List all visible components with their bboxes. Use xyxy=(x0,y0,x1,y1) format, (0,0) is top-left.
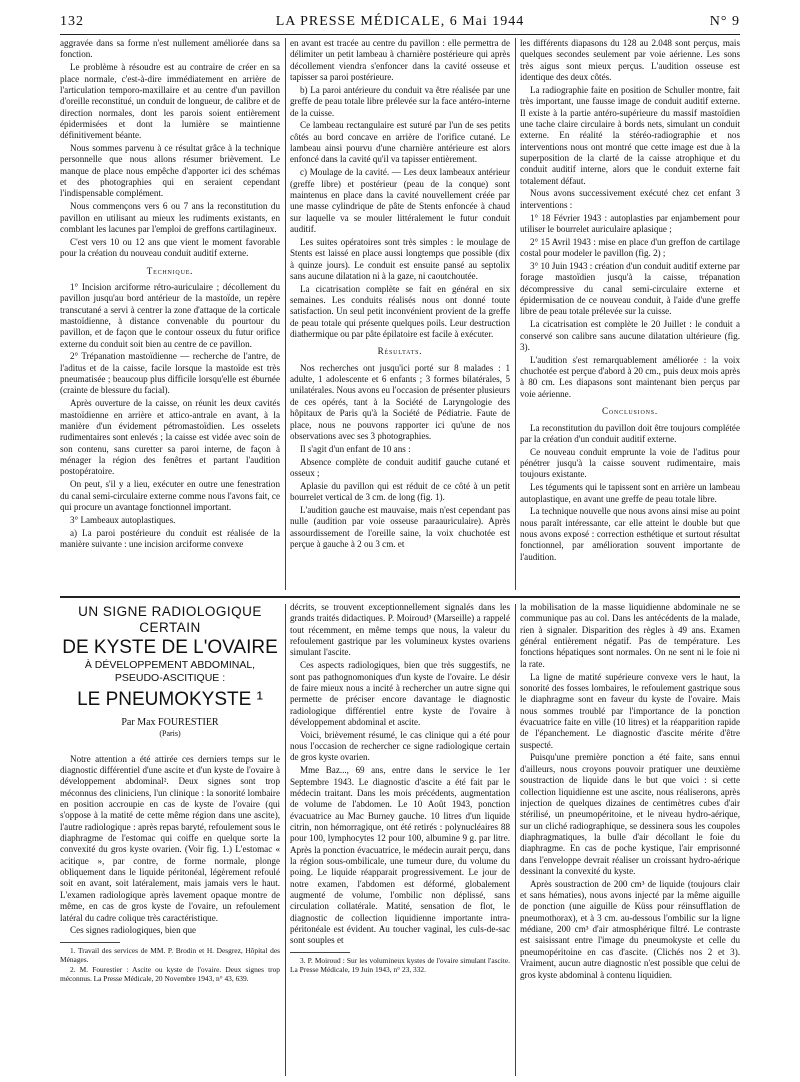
paragraph: Il s'agit d'un enfant de 10 ans : xyxy=(300,443,411,454)
paragraph: 1° Incision arciforme rétro-auriculaire ; décollement du pavillon jusqu'au bord antérieur de la mastoïde, un repère transcutané a servi à centrer la zone d'attaque de la corticale mastoïdienne, à distance convenable du pourtour du pavillon, et de façon que le contour osseux du futur orifice externe du conduit soit bien au centre de ce pavillon. xyxy=(60,281,280,349)
column-divider xyxy=(285,38,286,590)
paragraph: 3° Lambeaux autoplastiques. xyxy=(70,514,176,525)
section-heading: Conclusions. xyxy=(602,406,658,417)
paragraph: Puisqu'une première ponction a été faite, sans ennui d'ailleurs, nous croyons pouvoir pratiquer une deuxième soustraction de liquide dans le but que voici : si cette collection liquidienne est une ascite, nous réaliserons, après injection de quelques dizaines de centimètres cubes d'air stérilisé, un pneumopéritoine, et le niveau hydro-aérique, sur un cliché radiographique, se dessinera sous les coupoles diaphragmatiques, la bulle d'air décollant le foie du diaphragme. En cas de poche kystique, l'air emprisonné dans l'enveloppe devrait réaliser un croissant hydro-aérique dessinant la convexité du kyste. xyxy=(520,752,740,876)
paragraph: Ce lambeau rectangulaire est suturé par l'un de ses petits côtés au bord concave en arrière de l'orifice cutané. Le lambeau ainsi pourvu d'une charnière antérieure est alors enfoncé dans la cavité qu'il va tapisser entièrement. xyxy=(290,120,510,165)
footnote: 1. Travail des services de MM. P. Brodin et H. Desgrez, Hôpital des Ménages. xyxy=(60,945,280,964)
article-footnotes-2 xyxy=(290,956,510,974)
paragraph: Nous commençons vers 6 ou 7 ans la reconstitution du pavillon en utilisant au mieux les rudiments existants, en comblant les lacunes par l'emploi de greffons cartilagineux. xyxy=(60,201,280,234)
article-footnotes-1 xyxy=(60,946,280,984)
article-title-line-4: PSEUDO-ASCITIQUE : xyxy=(114,672,226,684)
column-divider xyxy=(515,604,516,1076)
paragraph: en avant est tracée au centre du pavillon : elle permettra de délimiter un petit lambeau à charnière postérieure qui après décollement viendra s'enfoncer dans la cavité osseuse et tapisser sa paroi postérieure. xyxy=(290,38,510,83)
paragraph: Absence complète de conduit auditif gauche cutané et osseux ; xyxy=(290,456,510,478)
footnote-rule xyxy=(290,952,350,953)
article-title-line-2: DE KYSTE DE L'OVAIRE xyxy=(62,637,278,658)
paragraph: c) Moulage de la cavité. — Les deux lambeaux antérieur (greffe libre) et postérieur (peau de la conque) sont maintenus en place dans la cavité nouvellement créée par une masse cylindrique de pâte de Stents enfoncée à chaud sur laquelle va se mouler littéralement le futur conduit auditif. xyxy=(290,167,510,234)
paragraph: Après ouverture de la caisse, on réunit les deux cavités mastoïdienne en arrière et attico-antrale en avant, à la manière d'un évidement pétromastoïdien. Les osselets rudimentaires sont enlevés ; la caisse est vidée avec soin de son contenu, sans curetter sa paroi interne, de façon à ménager la région des fenêtres et partant l'audition postopératoire. xyxy=(60,398,280,477)
section-heading: Résultats. xyxy=(377,346,423,357)
paragraph: Après soustraction de 200 cm³ de liquide (toujours clair et sans hématies), nous avons injecté par la même aiguille de ponction (une aiguille de Küss pour réinsufflation de pneumothorax), et à 3 cm. au-dessous l'ombilic sur la ligne médiane, 200 cm³ d'air atmosphérique filtré. Le contraste est saisissant entre l'image du pneumokyste et celle du pneumopéritoine en cas d'ascite. (Clichés nos 2 et 3). Vraiment, aucun autre diagnostic n'est possible que celui de gros kyste abdominal à contenu liquidien. xyxy=(520,878,740,980)
article-author: Par Max FOURESTIER xyxy=(121,717,219,728)
paragraph: aggravée dans sa forme n'est nullement améliorée dans sa fonction. xyxy=(60,38,280,60)
top-column-1 xyxy=(60,38,280,590)
paragraph: Nos recherches ont jusqu'ici porté sur 8 malades : 1 adulte, 1 adolescente et 6 enfants ; 3 formes bilatérales, 5 unilatérales. Nous avons eu l'occasion de présenter plusieurs de ces opérés, tant à la Société de Laryngologie des hôpitaux de Paris qu'à la Société de Pédiatrie. Faute de place, nous ne pouvons rapporter ici qu'une de nos observations avec ses 3 photographies. xyxy=(290,362,510,441)
paragraph: Ce nouveau conduit emprunte la voie de l'aditus pour pénétrer jusqu'à la caisse souvent rudimentaire, mais toujours existante. xyxy=(520,446,740,480)
section-rule xyxy=(60,596,740,598)
paragraph: la mobilisation de la masse liquidienne abdominale ne se communique pas au col. Dans les antécédents de la malade, rien à signaler. Disparition des règles à 49 ans. Examen général entièrement négatif. Pas de température. Les fonctions hépatiques sont normales. On ne sent ni le foie ni la rate. xyxy=(520,602,740,669)
paragraph: On peut, s'il y a lieu, exécuter en outre une fenestration du canal semi-circulaire externe comme nous l'avons fait, ce qui procure un avantage fonctionnel important. xyxy=(60,479,280,512)
running-header xyxy=(60,14,740,34)
top-column-2 xyxy=(290,38,510,590)
paragraph: La cicatrisation est complète le 20 Juillet : le conduit a conservé son calibre sans aucune dilatation ultérieure (fig. 3). xyxy=(520,319,740,352)
paragraph: L'audition s'est remarquablement améliorée : la voix chuchotée est perçue d'abord à 20 cm., puis deux mois après à 80 cm. Les diapasons sont maintenant bien perçus par voie aérienne. xyxy=(520,354,740,399)
paragraph: Mme Baz..., 69 ans, entre dans le service le 1er Septembre 1943. Le diagnostic d'ascite a été fait par le médecin traitant. Dans les mois précédents, augmentation de volume de l'abdomen. Le 10 Août 1943, ponction évacuatrice au Mac Burney gauche. 10 litres d'un liquide citrin, non hémorragique, ont été retirés : polynucléaires 88 pour 100, lymphocytes 12 pour 100, albumine 9 g. par litre. Après la ponction évacuatrice, le médecin aurait perçu, dans la région sous-ombilicale, une tumeur dure, du volume du poing. Le liquide réapparait progressivement. Le jour de notre examen, l'abdomen est déformé, globalement augmenté de volume, l'ombilic non déplissé, sans circulation collatérale. Matité, sensation de flot, le diagnostic de collection liquidienne importante intra-péritonéale est évident. Au toucher vaginal, les culs-de-sac sont souples et xyxy=(290,765,510,946)
paragraph: a) La paroi postérieure du conduit est réalisée de la manière suivante : une incision arciforme convexe xyxy=(60,527,280,549)
paragraph: Le problème à résoudre est au contraire de créer en sa place normale, c'est-à-dire immédiatement en arrière de l'articulation temporo-maxillaire et au centre d'un pavillon d'oreille reconstitué, un conduit de longueur, de calibre et de direction normales, dont les parois soient entièrement épidermisées et dont la lumière se maintienne définitivement béante. xyxy=(60,62,280,141)
paragraph: 2° 15 Avril 1943 : mise en place d'un greffon de cartilage costal pour modeler le pavillon (fig. 2) ; xyxy=(520,236,740,259)
paragraph: Ces signes radiologiques, bien que xyxy=(70,925,197,936)
paragraph: La radiographie faite en position de Schuller montre, fait très important, une fausse image de conduit auditif externe. Il existe à la partie antéro-supérieure du massif mastoïdien une tache claire circulaire à bords nets, simulant un conduit externe. En réalité la stéréo-radiographie et nos interventions nous ont montré que cette image est due à la superposition de la clarté de la caisse atrophique et du conduit auditif interne, alors que le conduit externe fait totalement défaut. xyxy=(520,84,740,186)
paragraph: 3° 10 Juin 1943 : création d'un conduit auditif externe par forage mastoïdien jusqu'à la caisse, trépanation décompressive du canal semi-circulaire externe et épidermisation de ce nouveau conduit, à l'aide d'une greffe libre de peau totale prélevée sur la cuisse. xyxy=(520,261,740,317)
paragraph: L'audition gauche est mauvaise, mais n'est cependant pas nulle (audition par voie osseuse paraauriculaire). Après assourdissement de l'oreille saine, la voix chuchotée est perçue à gauche à 2 ou 3 cm. et xyxy=(290,504,510,549)
article-affiliation: (Paris) xyxy=(159,729,181,739)
paragraph: C'est vers 10 ou 12 ans que vient le moment favorable pour la création du nouveau conduit auditif externe. xyxy=(60,236,280,259)
page-number: 132 xyxy=(60,14,84,29)
paragraph: 1° 18 Février 1943 : autoplasties par enjambement pour utiliser le bourrelet auriculaire aplasique ; xyxy=(520,212,740,234)
article-body-2 xyxy=(290,602,510,947)
paragraph: Les suites opératoires sont très simples : le moulage de Stents est laissé en place aussi longtemps que possible (dix à quinze jours). Le conduit est ensuite pansé au septolix sans aucune dilatation ni à la gaze, ni caoutchoutée. xyxy=(290,236,510,281)
paragraph: décrits, se trouvent exceptionnellement signalés dans les grands traités didactiques. P. Moiroud³ (Marseille) a rappelé tout récemment, en même temps que nous, la valeur du refoulement gastrique par les volumineux kystes ovariens simulant l'ascite. xyxy=(290,602,510,658)
paragraph: Les téguments qui le tapissent sont en arrière un lambeau autoplastique, en avant une greffe de peau totale libre. xyxy=(520,482,740,504)
section-heading: Technique. xyxy=(146,265,194,276)
paragraph: Ces aspects radiologiques, bien que très suggestifs, ne sont pas pathognomoniques d'un kyste de l'ovaire. Le désir de faire mieux nous a incité à rechercher un autre signe qui permette de préciser encore davantage le diagnostic radiologique différentiel entre kyste de l'ovaire à développement abdominal et ascite. xyxy=(290,660,510,727)
article-column-3 xyxy=(520,602,740,1080)
footnote-rule xyxy=(60,942,120,943)
article-title-line-1: UN SIGNE RADIOLOGIQUE CERTAIN xyxy=(78,604,262,635)
paragraph: 2° Trépanation mastoïdienne — recherche de l'antre, de l'aditus et de la caisse, facile lorsque la mastoïde est très pneumatisée ; beaucoup plus difficile lorsqu'elle est éburnée (crainte de blessure du facial). xyxy=(60,351,280,396)
article-title-line-5: LE PNEUMOKYSTE ¹ xyxy=(77,689,263,710)
column-divider xyxy=(515,38,516,590)
paragraph: b) La paroi antérieure du conduit va être réalisée par une greffe de peau totale libre prélevée sur la face antéro-interne de la cuisse. xyxy=(290,84,510,118)
article-column-2 xyxy=(290,602,510,1080)
paragraph: Voici, brièvement résumé, le cas clinique qui a été pour nous l'occasion de rechercher ce signe radiologique certain de gros kyste ovarien. xyxy=(290,729,510,763)
paragraph: Aplasie du pavillon qui est réduit de ce côté à un petit bourrelet vertical de 3 cm. de long (fig. 1). xyxy=(290,480,510,503)
footnote: 3. P. Moiroud : Sur les volumineux kystes de l'ovaire simulant l'ascite. La Presse Médicale, 19 Juin 1943, n° 23, 332. xyxy=(290,955,510,974)
paragraph: Notre attention a été attirée ces derniers temps sur le diagnostic différentiel d'une ascite et d'un kyste de l'ovaire à développement abdominal². Deux signes sont trop méconnus des cliniciens, l'un clinique : la sonorité lombaire en position accroupie en cas de kyste de l'ovaire (qui s'oppose à la matité de cette même région dans une ascite), l'autre radiologique : après repas baryté, refoulement sous le diaphragme de l'estomac qui coiffe en quelque sorte la convexité du gros kyste ovarien. (Voir fig. 1.) L'estomac « acitique », par contre, de forme normale, plonge obliquement dans le liquide péritonéal, légèrement refoulé soit en avant, soit latéralement, mais jamais vers le haut. L'examen radiologique après lavement opaque montre de même, en cas de gros kyste de l'ovaire, un refoulement latéral du cadre colique très caractéristique. xyxy=(60,753,280,923)
footnote: 2. M. Fourestier : Ascite ou kyste de l'ovaire. Deux signes trop méconnus. La Presse Médicale, 20 Novembre 1943, n° 43, 639. xyxy=(60,965,280,984)
column-divider xyxy=(285,604,286,1076)
paragraph: La reconstitution du pavillon doit être toujours complétée par la création d'un conduit auditif externe. xyxy=(520,422,740,444)
paragraph: Nous sommes parvenu à ce résultat grâce à la technique personnelle que nous allons résumer brièvement. Le manque de place nous empêche d'apporter ici des schémas et des photographies qui en seraient cependant l'indispensable complément. xyxy=(60,143,280,199)
top-column-3 xyxy=(520,38,740,590)
article-body-1 xyxy=(60,754,280,937)
issue-number: N° 9 xyxy=(709,14,740,29)
header-rule xyxy=(60,34,740,35)
paragraph: les différents diapasons du 128 au 2.048 sont perçus, mais quelques secondes seulement par voie aérienne. Les sons très aigus sont mieux perçus. L'audition osseuse est identique des deux côtés. xyxy=(520,38,740,83)
paragraph: Nous avons successivement exécuté chez cet enfant 3 interventions : xyxy=(520,188,740,210)
article-title-line-3: À DÉVELOPPEMENT ABDOMINAL, xyxy=(84,659,256,671)
journal-title: LA PRESSE MÉDICALE, 6 Mai 1944 xyxy=(275,14,525,29)
paragraph: La technique nouvelle que nous avons ainsi mise au point nous paraît intéressante, car elle atteint le double but que nous avons exposé : correction esthétique et surtout résultat fonctionnel, par amélioration souvent importante de l'audition. xyxy=(520,506,740,562)
paragraph: La cicatrisation complète se fait en général en six semaines. Les conduits réalisés nous ont donné toute satisfaction. Un seul petit inconvénient provient de la greffe de peau totale qui présente quelques poils. Leur destruction diathermique ou par pâte épilatoire est facile à exécuter. xyxy=(290,283,510,340)
article-column-1 xyxy=(60,602,280,1080)
paragraph: La ligne de matité supérieure convexe vers le haut, la sonorité des fosses lombaires, le refoulement gastrique sous le diaphragme sont en faveur du kyste de l'ovaire. Mais nous sommes troublé par l'importance de la ponction évacuatrice faite en ville (10 litres) et la réapparition rapide de l'épanchement. Le diagnostic d'ascite mérite d'être suspecté. xyxy=(520,671,740,750)
